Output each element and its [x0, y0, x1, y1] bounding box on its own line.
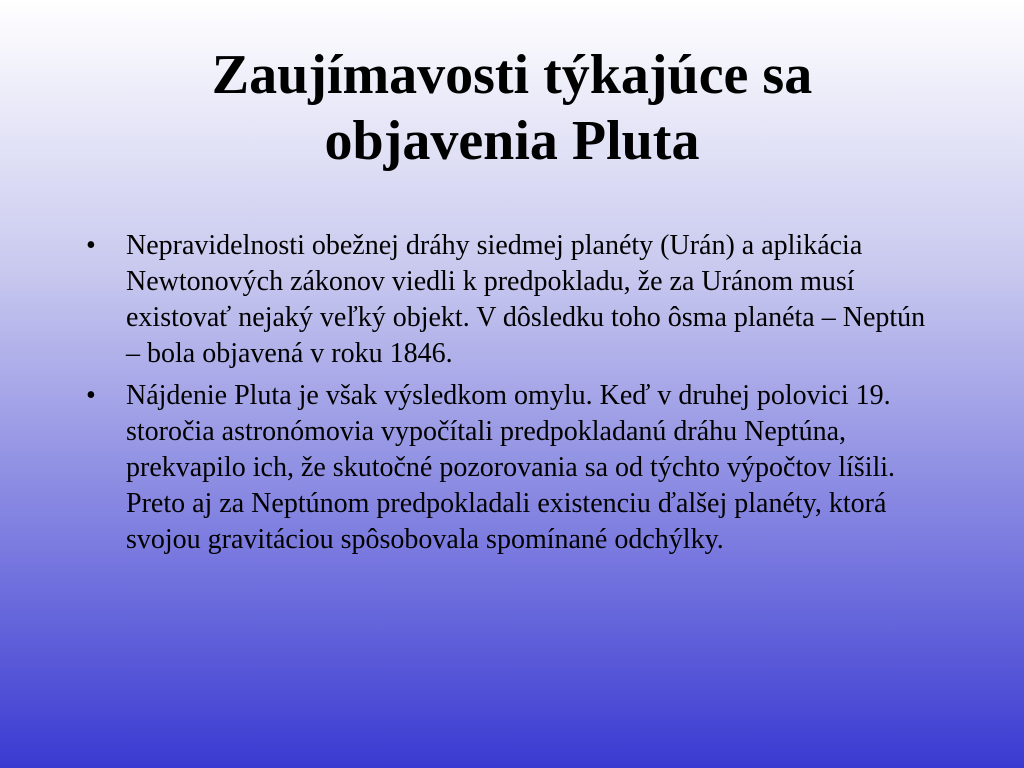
- bullet-text: Nepravidelnosti obežnej dráhy siedmej planéty (Urán) a aplikácia Newtonových zákonov viedli k predpokladu, že za Uránom musí existovať nejaký veľký objekt. V dôsledku toho ôsma planéta – Neptún – bola objavená v roku 1846.: [126, 230, 926, 369]
- slide-title-line-1: Zaujímavosti týkajúce sa: [211, 44, 813, 106]
- bullet-icon: •: [86, 230, 96, 261]
- bullet-item: [86, 378, 926, 558]
- slide-title: [60, 42, 964, 174]
- bullet-item: [86, 228, 926, 372]
- slide-title-line-2: objavenia Pluta: [324, 110, 700, 172]
- bullet-icon: •: [86, 380, 96, 411]
- bullet-list: [86, 228, 926, 564]
- bullet-text: Nájdenie Pluta je však výsledkom omylu. Keď v druhej polovici 19. storočia astronómovia vypočítali predpokladanú dráhu Neptúna, prekvapilo ich, že skutočné pozorovania sa od týchto výpočtov líšili. Preto aj za Neptúnom predpokladali existenciu ďalšej planéty, ktorá svojou gravitáciou spôsobovala spomínané odchýlky.: [126, 380, 896, 555]
